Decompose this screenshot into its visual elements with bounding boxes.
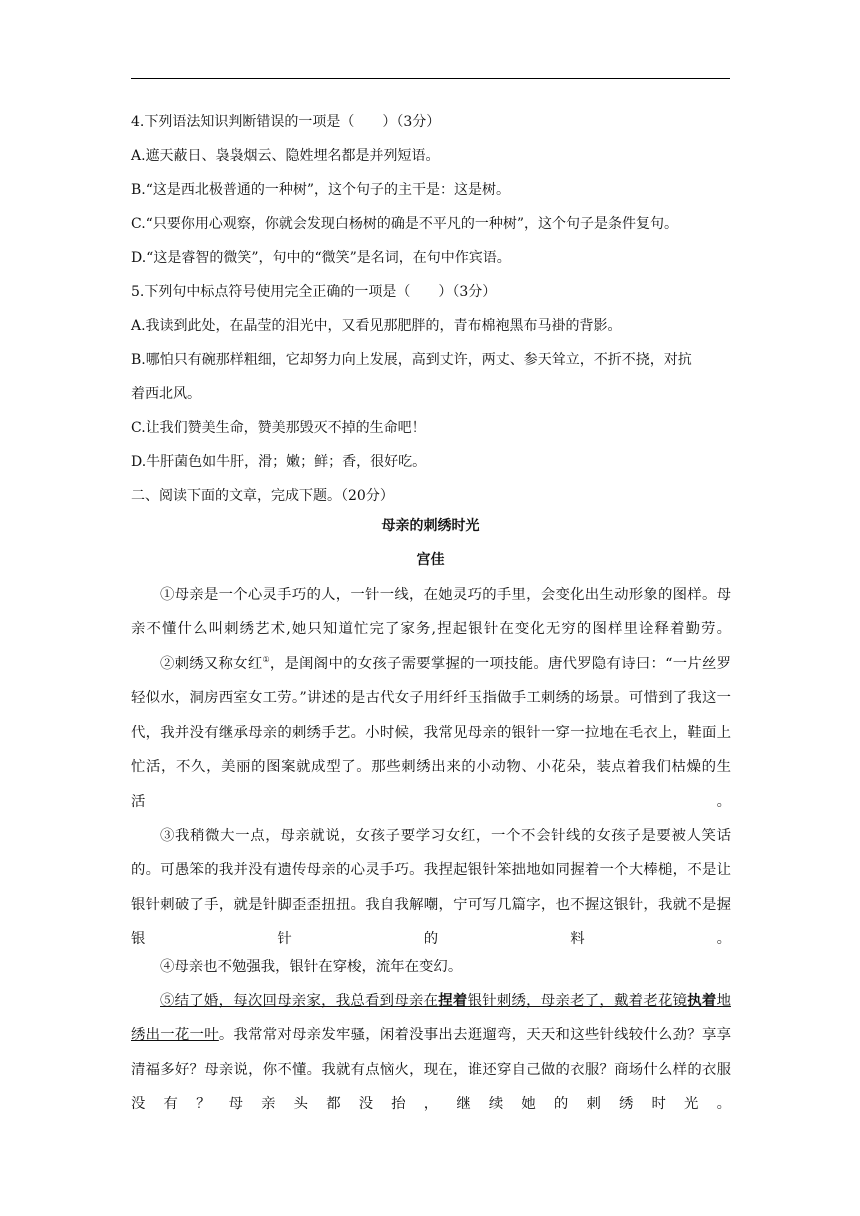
question-line: B.“这是西北极普通的一种树”，这个句子的主干是：这是树。 <box>131 182 511 198</box>
underlined-text-3: 地绣出一花一叶 <box>131 993 731 1044</box>
paragraph-4 <box>131 950 731 984</box>
paragraph-1 <box>131 578 731 647</box>
bold-underlined-word-2: 执着 <box>687 992 717 1009</box>
underlined-text-2: 银针刺绣，母亲老了，戴着老花镜 <box>467 993 688 1009</box>
bold-underlined-word-1: 捏着 <box>438 992 468 1009</box>
question-line: B.哪怕只有碗那样粗细，它却努力向上发展，高到丈许，两丈、参天耸立，不折不挠，对抗 <box>131 352 692 368</box>
question-line: C.“只要你用心观察，你就会发现白杨树的确是不平凡的一种树”，这个句子是条件复句。 <box>131 216 678 232</box>
paragraph-3-text: ③我稍微大一点，母亲就说，女孩子要学习女红，一个不会针线的女孩子是要被人笑话的。可愚笨的我并没有遗传母亲的心灵手巧。我捏起银针笨拙地如同握着一个大棒槌，不是让银针刺破了手，就是针脚歪歪扭扭。我自我解嘲，宁可写几篇字，也不握这银针，我就不是握银针的料。 <box>131 828 731 948</box>
question-line: 着西北风。 <box>131 386 201 402</box>
paragraph-4-text: ④母亲也不勉强我，银针在穿梭，流年在变幻。 <box>160 959 463 975</box>
paragraph-2 <box>131 647 731 819</box>
question-line: 5.下列句中标点符号使用完全正确的一项是（ ）（3分） <box>131 284 497 300</box>
question-line: A.我读到此处，在晶莹的泪光中，又看见那肥胖的，青布棉袍黑布马褂的背影。 <box>131 318 622 334</box>
paragraph-5 <box>131 984 731 1122</box>
question-line: 4.下列语法知识判断错误的一项是（ ）（3分） <box>131 114 441 130</box>
question-line: A.遮天蔽日、袅袅烟云、隐姓埋名都是并列短语。 <box>131 148 440 164</box>
question-line: 二、阅读下面的文章，完成下题。（20分） <box>131 488 394 504</box>
article-title: 母亲的刺绣时光 <box>381 518 480 534</box>
header-rule <box>131 78 730 79</box>
paragraph-3 <box>131 819 731 957</box>
article-author: 宫佳 <box>416 552 445 568</box>
footnote-marker: ① <box>262 655 270 665</box>
question-line: D.牛肝菌色如牛肝，滑；嫩；鲜；香，很好吃。 <box>131 454 427 470</box>
paragraph-2-text-b: ，是闺阁中的女孩子需要掌握的一项技能。唐代罗隐有诗曰：“一片丝罗轻似水，洞房西室女工劳。”讲述的是古代女子用纤纤玉指做手工刺绣的场景。可惜到了我这一代，我并没有继承母亲的刺绣手艺。小时候，我常见母亲的银针一穿一拉地在毛衣上，鞋面上忙活，不久，美丽的图案就成型了。那些刺绣出来的小动物、小花朵，装点着我们枯燥的生活。 <box>131 656 731 810</box>
question-line: D.“这是睿智的微笑”，句中的“微笑”是名词，在句中作宾语。 <box>131 250 511 266</box>
paragraph-2-text-a: ②刺绣又称女红 <box>160 656 263 672</box>
paragraph-5-text: 。我常常对母亲发牢骚，闲着没事出去逛遛弯，天天和这些针线较什么劲？享享清福多好？母亲说，你不懂。我就有点恼火，现在，谁还穿自己做的衣服？商场什么样的衣服没有？母亲头都没抬，继续她的刺绣时光。 <box>131 1027 731 1113</box>
underlined-text-1: ⑤结了婚，每次回母亲家，我总看到母亲在 <box>160 993 439 1009</box>
paragraph-1-text: ①母亲是一个心灵手巧的人，一针一线，在她灵巧的手里，会变化出生动形象的图样。母亲不懂什么叫刺绣艺术,她只知道忙完了家务,捏起银针在变化无穷的图样里诠释着勤劳。 <box>131 587 731 638</box>
question-line: C.让我们赞美生命，赞美那毁灭不掉的生命吧！ <box>131 420 426 436</box>
